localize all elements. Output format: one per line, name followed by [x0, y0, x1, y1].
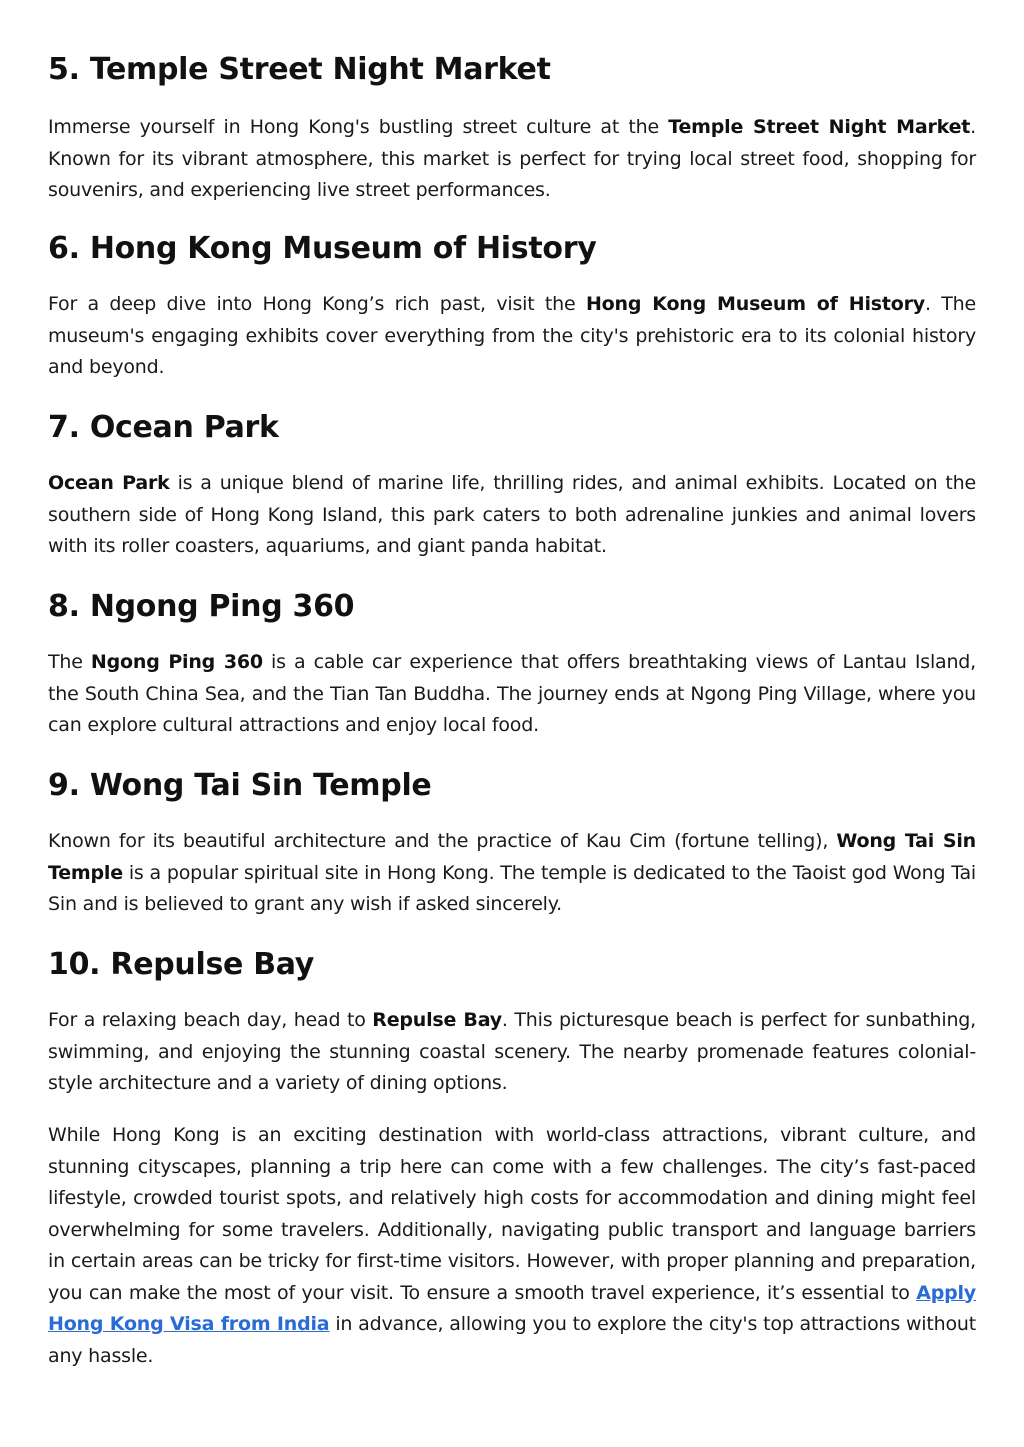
- highlight-name: Temple Street Night Market: [668, 116, 971, 138]
- highlight-name: Hong Kong Museum of History: [585, 293, 925, 315]
- section-heading: 7. Ocean Park: [48, 410, 279, 445]
- section-paragraph: Ocean Park is a unique blend of marine life, thrilling rides, and animal exhibits. Located on the southern side of Hong Kong Island, this park caters to both adrenaline junkies and animal lovers with its roller coasters, aquariums, and giant panda habitat.: [48, 472, 976, 557]
- highlight-name: Ngong Ping 360: [90, 651, 263, 673]
- section-temple-street: [48, 50, 977, 201]
- section-paragraph: Immerse yourself in Hong Kong's bustling street culture at the Temple Street Night Market. Known for its vibrant atmosphere, this market is perfect for trying local street food, shopping for souvenirs, and experiencing live street performances.: [48, 116, 977, 201]
- section-heading: 6. Hong Kong Museum of History: [48, 231, 597, 266]
- apply-visa-link[interactable]: Apply Hong Kong Visa from India: [48, 1281, 976, 1335]
- section-heading: 8. Ngong Ping 360: [48, 589, 355, 624]
- section-paragraph: The Ngong Ping 360 is a cable car experience that offers breathtaking views of Lantau Island, the South China Sea, and the Tian Tan Buddha. The journey ends at Ngong Ping Village, where you can explore cultural attractions and enjoy local food.: [48, 651, 977, 736]
- section-heading: 9. Wong Tai Sin Temple: [48, 768, 432, 803]
- section-paragraph: For a relaxing beach day, head to Repulse Bay. This picturesque beach is perfect for sunbathing, swimming, and enjoying the stunning coastal scenery. The nearby promenade features colonial-style architecture and a variety of dining options.: [48, 1009, 976, 1094]
- highlight-name: Wong Tai Sin Temple: [48, 830, 976, 884]
- section-wong-tai-sin: [48, 766, 976, 915]
- section-paragraph: Known for its beautiful architecture and the practice of Kau Cim (fortune telling), Wong Tai Sin Temple is a popular spiritual site in Hong Kong. The temple is dedicated to the Taoist god Wong Tai Sin and is believed to grant any wish if asked sincerely.: [48, 830, 976, 915]
- section-ngong-ping: [48, 587, 977, 736]
- section-repulse-bay: [48, 945, 976, 1094]
- section-ocean-park: [48, 408, 976, 557]
- section-heading: 5. Temple Street Night Market: [48, 52, 551, 87]
- section-paragraph: For a deep dive into Hong Kong’s rich past, visit the Hong Kong Museum of History. The museum's engaging exhibits cover everything from the city's prehistoric era to its colonial history and beyond.: [48, 293, 976, 378]
- closing-section: [48, 1120, 976, 1372]
- highlight-name: Ocean Park: [48, 472, 170, 494]
- highlight-name: Repulse Bay: [372, 1009, 502, 1031]
- closing-paragraph: While Hong Kong is an exciting destination with world-class attractions, vibrant culture, and stunning cityscapes, planning a trip here can come with a few challenges. The city’s fast-paced lifestyle, crowded tourist spots, and relatively high costs for accommodation and dining might feel overwhelming for some travelers. Additionally, navigating public transport and language barriers in certain areas can be tricky for first-time visitors. However, with proper planning and preparation, you can make the most of your visit. To ensure a smooth travel experience, it’s essential to Apply Hong Kong Visa from India in advance, allowing you to explore the city's top attractions without any hassle.: [48, 1124, 976, 1367]
- section-heading: 10. Repulse Bay: [48, 947, 315, 982]
- section-museum-of-history: [48, 229, 976, 378]
